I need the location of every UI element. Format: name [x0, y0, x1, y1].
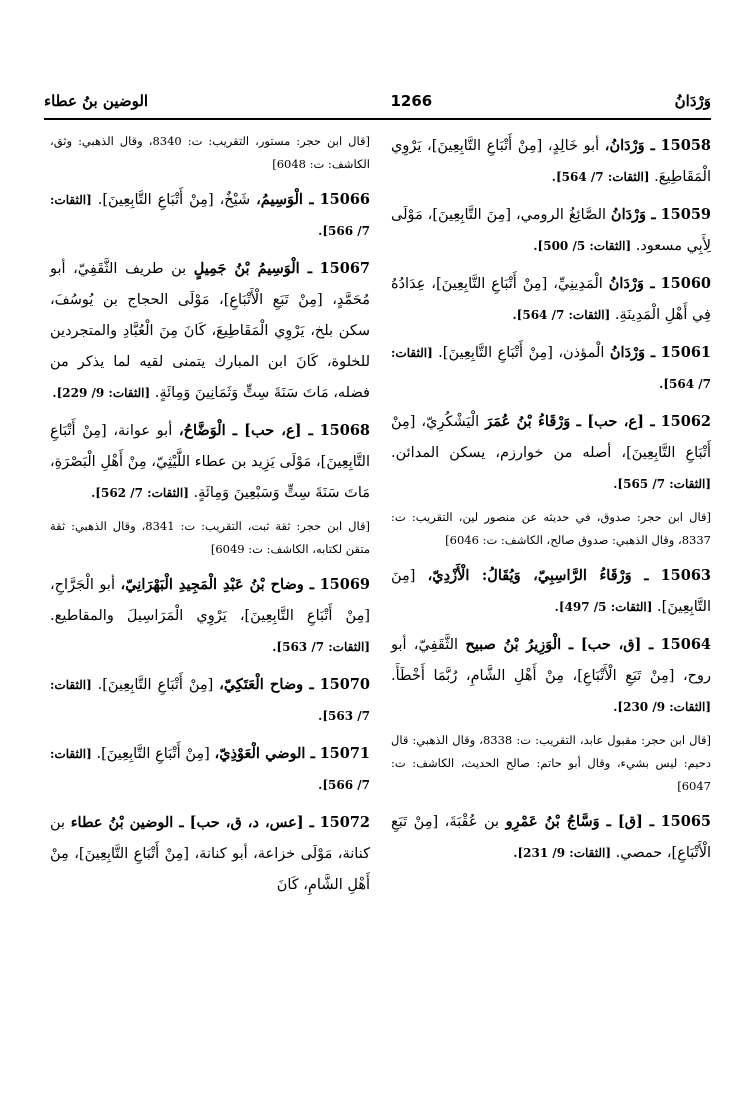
entry-text: بن كنانة، مَوْلَى خزاعة، أبو كنانة، [مِنْ أَتْبَاعِ التَّابِعِينَ]، مِنْ أَهْلِ الشَّامِ، كَانَ: [50, 815, 370, 893]
entry-paragraph: [391, 130, 711, 193]
entry-number: 15063: [660, 567, 712, 584]
entry-number: 15071: [319, 745, 371, 762]
entry-text: الْمؤذن، [مِنْ أَتْبَاعِ التَّابِعِينَ].: [438, 345, 605, 361]
entry-number: 15070: [319, 676, 371, 693]
source-reference: [الثقات: 7/ 563].: [50, 678, 370, 723]
entry-text: [مِنْ أَتْبَاعِ التَّابِعِينَ].: [96, 746, 210, 762]
entry-text: أبو الْجَرَّاحِ، [مِنْ أَتْبَاعِ التَّابِعِينَ]، يَرْوِي الْمَرَاسِيلَ والمقاطيع.: [50, 577, 370, 624]
entry-text: بن عُقْبَةَ، [مِنْ تَبَعِ الْأَتْبَاعِ]، حمصي.: [391, 814, 711, 861]
entry-paragraph: [50, 569, 370, 663]
entry-number: 15062: [660, 413, 712, 430]
narrator-name: ـ وضاح الْعَتَكِيّ،: [219, 676, 314, 693]
source-reference: [الثقات: 7/ 564].: [551, 170, 650, 184]
entry-text: الْيَشْكُرِيّ، [مِنْ أَتْبَاعِ التَّابِعِينَ]، أصله من خوارزم، يسكن المدائن.: [391, 414, 711, 461]
narrator-name: ـ وَرْدَانُ،: [604, 137, 655, 154]
footnote-text: [قال ابن حجر: ثقة ثبت، التقريب: ت: 8341، وقال الذهبي: ثقة متقن لكتابه، الكاشف: ت: 6049]: [50, 519, 370, 556]
entry-number: 15065: [660, 813, 712, 830]
entry-number: 15066: [319, 191, 371, 208]
entry-number: 15058: [660, 137, 711, 154]
source-reference: [الثقات: 7/ 565].: [613, 477, 711, 491]
left-column: [50, 130, 370, 907]
header-right-title: وَرْدَانُ: [674, 92, 711, 110]
entry-number: 15059: [660, 206, 712, 223]
narrator-name: ـ [ع، حب] ـ الْوَضَّاحُ،: [178, 422, 313, 439]
entry-number: 15064: [660, 636, 712, 653]
entry-paragraph: [391, 199, 711, 262]
entry-paragraph: [50, 669, 370, 732]
entry-text: [مِنَ التَّابِعِينَ].: [391, 568, 711, 615]
narrator-name: ـ [ق] ـ وَسَّاجُ بْنُ عَمْرِو: [505, 813, 655, 830]
entry-paragraph: [50, 738, 370, 801]
entry-paragraph: [50, 184, 370, 247]
entry-text: الثَّقَفِيّ، أبو روح، [مِنْ تَبَعِ الْأَتْبَاعِ]، مِنْ أَهْلِ الشَّامِ، رُبَّمَا أَخْطَأَ.: [391, 637, 711, 684]
entry-paragraph: [391, 806, 711, 869]
narrator-name: ـ [ق، حب] ـ الْوَزِيرُ بْنُ صبيح: [465, 636, 654, 653]
page-header: [44, 86, 711, 116]
entry-paragraph: [50, 253, 370, 409]
narrator-name: ـ الوضي الْعَوْذِيّ،: [214, 745, 315, 762]
source-reference: [الثقات: 7/ 562].: [91, 486, 189, 500]
source-reference: [الثقات: 7/ 566].: [50, 747, 370, 792]
entry-paragraph: [50, 807, 370, 901]
source-reference: [الثقات: 7/ 564].: [512, 308, 611, 322]
source-reference: [الثقات: 9/ 229].: [52, 386, 151, 400]
narrator-name: ـ الْوَسِيمُ بْنُ جَمِيلٍ: [193, 260, 312, 277]
source-reference: [الثقات: 7/ 566].: [50, 193, 370, 238]
narrator-name: ـ وَرْدَانُ: [609, 344, 656, 361]
entry-number: 15061: [660, 344, 712, 361]
narrator-name: ـ وضاح بْنُ عَبْدِ الْمَجِيدِ الْبَهْرَانِيّ،: [120, 576, 315, 593]
narrator-name: ـ وَرْقَاءُ الرَّاسِبِيّ، وَيُقَالُ: الْأَزْدِيّ،: [427, 567, 649, 584]
entry-text: شَيْخٌ، [مِنْ أَتْبَاعِ التَّابِعِينَ].: [97, 192, 251, 208]
page-number: 1266: [390, 92, 433, 110]
entry-paragraph: [391, 268, 711, 331]
source-reference: [الثقات: 7/ 564].: [391, 346, 711, 391]
entry-text: أبو عوانة، [مِنْ أَتْبَاعِ التَّابِعِينَ]، مَوْلَى يَزِيد بن عطاء اللَّيْثِيّ، مِنْ أَهْلِ الْبَصْرَةِ، مَاتَ سَنَةَ سِتٍّ وَسَبْعِينَ وَمِائَةٍ.: [50, 423, 370, 501]
entry-paragraph: [391, 337, 711, 400]
entry-text: أبو خَالِدٍ، [مِنْ أَتْبَاعِ التَّابِعِينَ]، يَرْوِي الْمَقَاطِيعَ.: [391, 138, 711, 185]
entry-number: 15069: [319, 576, 371, 593]
entry-text: الْمَدِينِيِّ، [مِنْ أَتْبَاعِ التَّابِعِينَ]، عِدَادُهُ فِي أَهْلِ الْمَدِينَةِ.: [391, 276, 711, 323]
entry-text: [مِنْ أَتْبَاعِ التَّابِعِينَ].: [97, 677, 214, 693]
entry-number: 15067: [319, 260, 370, 277]
narrator-name: ـ [عس، د، ق، حب] ـ الوضين بْنُ عطاء: [70, 814, 314, 831]
entry-paragraph: [391, 629, 711, 723]
entry-number: 15068: [319, 422, 371, 439]
narrator-name: ـ [ع، حب] ـ وَرْقَاءُ بْنُ عُمَرَ: [485, 413, 655, 430]
footnote-text: [قال ابن حجر: صدوق، في حديثه عن منصور لين، التقريب: ت: 8337، وقال الذهبي: صدوق صالح، الكاشف: ت: 6046]: [391, 510, 711, 547]
entry-text: بن طريف الثَّقَفِيّ، أبو مُحَمَّدٍ، [مِنْ تَبَعِ الْأَتْبَاعِ]، مَوْلَى الحجاج بن يُوسُفَ، سكن بلخ، يَرْوِي الْمَقَاطِيعَ، كَانَ مِنَ الْعُبَّادِ والمتجردين للخلوة، كَانَ ابن المبارك يتمنى لقيه لما يذكر من فضله، مَاتَ سَنَةَ سِتٍّ وَثَمَانِينَ وَمِائَةٍ.: [50, 261, 370, 401]
narrator-name: ـ الْوَسِيمُ،: [256, 191, 314, 208]
source-reference: [الثقات: 5/ 497].: [554, 600, 653, 614]
footnote-text: [قال ابن حجر: مستور، التقريب: ت: 8340، وقال الذهبي: وثق، الكاشف: ت: 6048]: [50, 134, 370, 171]
right-column: [391, 130, 711, 875]
header-rule: [44, 118, 711, 120]
entry-paragraph: [391, 406, 711, 500]
entry-number: 15060: [660, 275, 711, 292]
entry-paragraph: [50, 415, 370, 509]
entry-paragraph: [391, 560, 711, 623]
narrator-name: ـ وَرْدَانُ: [608, 275, 655, 292]
header-left-title: الوضين بنُ عطاء: [44, 92, 149, 110]
entry-text: الصَّائِغُ الرومي، [مِنَ التَّابِعِينَ]، مَوْلَى لِأَبِي مسعود.: [391, 207, 711, 254]
source-reference: [الثقات: 9/ 231].: [513, 846, 612, 860]
footnote-text: [قال ابن حجر: مقبول عابد، التقريب: ت: 8338، وقال الذهبي: قال دحيم: ليس بشيء، وقال أبو حاتم: صالح الحديث، الكاشف: ت: 6047]: [391, 733, 711, 793]
entry-number: 15072: [319, 814, 371, 831]
narrator-name: ـ وَرْدَانُ: [610, 206, 656, 223]
source-reference: [الثقات: 7/ 563].: [272, 640, 370, 654]
source-reference: [الثقات: 9/ 230].: [613, 700, 711, 714]
source-reference: [الثقات: 5/ 500].: [533, 239, 632, 253]
